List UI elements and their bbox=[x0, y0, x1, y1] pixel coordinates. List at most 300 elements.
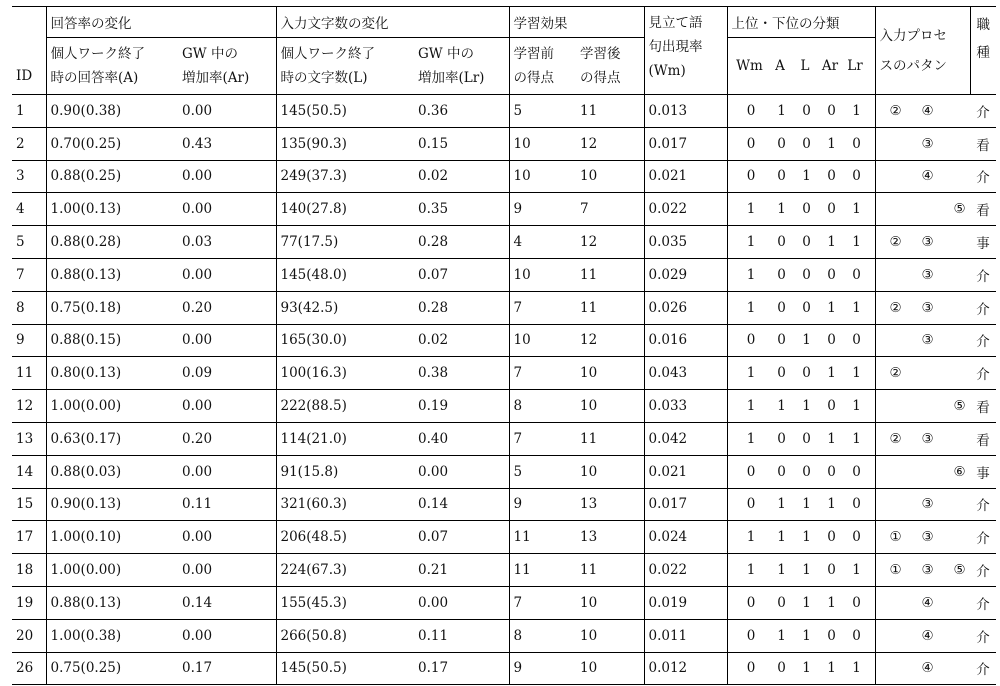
process-pattern-slot-1: ① bbox=[889, 562, 902, 579]
cell-job-type: 看 bbox=[970, 193, 996, 226]
cell-answer-rate: 1.00(0.38) bbox=[46, 619, 178, 652]
cell-pre-score: 7 bbox=[509, 586, 576, 619]
cell-answer-rate: 0.63(0.17) bbox=[46, 422, 178, 455]
header-post-line2: の得点 bbox=[580, 70, 621, 86]
rank-flag-wm: 0 bbox=[746, 594, 756, 611]
rank-flag-l: 0 bbox=[802, 299, 811, 316]
rank-flag-l: 1 bbox=[802, 496, 811, 513]
cell-process-pattern bbox=[875, 652, 970, 685]
rank-flag-l: 0 bbox=[802, 365, 811, 382]
cell-char-count: 91(15.8) bbox=[276, 455, 414, 488]
cell-answer-increase: 0.00 bbox=[178, 619, 276, 652]
cell-answer-rate: 0.75(0.18) bbox=[46, 291, 178, 324]
cell-answer-rate: 0.75(0.25) bbox=[46, 652, 178, 685]
cell-answer-rate: 1.00(0.00) bbox=[46, 390, 178, 423]
cell-char-increase: 0.28 bbox=[414, 226, 509, 259]
process-pattern-slot-2: ④ bbox=[921, 168, 934, 185]
table-row bbox=[12, 95, 996, 128]
cell-wm: 0.017 bbox=[644, 488, 727, 521]
cell-char-count: 165(30.0) bbox=[276, 324, 414, 357]
cell-rank-flags bbox=[727, 455, 875, 488]
cell-id: 15 bbox=[12, 488, 46, 521]
rank-flag-a: 1 bbox=[777, 102, 786, 119]
rank-flag-a: 1 bbox=[777, 201, 786, 218]
process-pattern-slot-2: ③ bbox=[921, 529, 934, 546]
rank-flag-a: 0 bbox=[777, 135, 786, 152]
cell-wm: 0.021 bbox=[644, 455, 727, 488]
rank-flag-a: 0 bbox=[777, 332, 786, 349]
rank-flag-a: 1 bbox=[777, 627, 786, 644]
cell-wm: 0.029 bbox=[644, 258, 727, 291]
header-learning-group: 学習効果 bbox=[509, 7, 644, 38]
cell-pre-score: 5 bbox=[509, 455, 576, 488]
header-wm-line3: (Wm) bbox=[648, 63, 686, 79]
cell-id: 19 bbox=[12, 586, 46, 619]
rank-flag-l: 1 bbox=[802, 594, 811, 611]
cell-post-score: 12 bbox=[576, 324, 644, 357]
header-a-line2: 時の回答率(A) bbox=[50, 70, 139, 86]
cell-rank-flags bbox=[727, 521, 875, 554]
rank-flag-a: 0 bbox=[777, 365, 786, 382]
cell-rank-flags bbox=[727, 226, 875, 259]
table-row bbox=[12, 554, 996, 587]
rank-flag-wm: 1 bbox=[746, 365, 756, 382]
header-job-line2: 種 bbox=[976, 45, 990, 61]
rank-flag-lr: 1 bbox=[852, 234, 861, 251]
cell-char-count: 135(90.3) bbox=[276, 127, 414, 160]
cell-answer-rate: 0.88(0.03) bbox=[46, 455, 178, 488]
process-pattern-slot-2: ③ bbox=[921, 266, 934, 283]
rank-flag-ar: 0 bbox=[827, 201, 836, 218]
header-ar-line1: GW 中の bbox=[182, 46, 238, 62]
cell-wm: 0.042 bbox=[644, 422, 727, 455]
cell-char-increase: 0.15 bbox=[414, 127, 509, 160]
cell-post-score: 12 bbox=[576, 127, 644, 160]
cell-post-score: 11 bbox=[576, 258, 644, 291]
rank-flag-wm: 0 bbox=[746, 660, 756, 677]
cell-post-score: 11 bbox=[576, 95, 644, 128]
cell-pre-score: 7 bbox=[509, 357, 576, 390]
cell-rank-flags bbox=[727, 127, 875, 160]
cell-char-increase: 0.17 bbox=[414, 652, 509, 685]
table-row bbox=[12, 324, 996, 357]
cell-process-pattern bbox=[875, 455, 970, 488]
rank-flag-l: 1 bbox=[802, 562, 811, 579]
process-pattern-slot-2: ③ bbox=[921, 496, 934, 513]
cell-job-type: 看 bbox=[970, 422, 996, 455]
cell-answer-rate: 0.80(0.13) bbox=[46, 357, 178, 390]
process-pattern-slot-2: ④ bbox=[921, 660, 934, 677]
rank-flag-wm: 0 bbox=[746, 627, 756, 644]
table-row bbox=[12, 390, 996, 423]
header-pre-line2: の得点 bbox=[513, 70, 554, 86]
header-lr-line2: 増加率(Lr) bbox=[418, 70, 485, 86]
header-wm-line1: 見立て語 bbox=[648, 15, 703, 31]
cell-wm: 0.043 bbox=[644, 357, 727, 390]
cell-job-type: 介 bbox=[970, 95, 996, 128]
cell-answer-rate: 0.90(0.13) bbox=[46, 488, 178, 521]
cell-answer-rate: 0.88(0.25) bbox=[46, 160, 178, 193]
cell-char-increase: 0.07 bbox=[414, 258, 509, 291]
rank-flag-l: 0 bbox=[802, 135, 811, 152]
cell-char-increase: 0.02 bbox=[414, 160, 509, 193]
cell-job-type: 看 bbox=[970, 127, 996, 160]
rank-flag-lr: 1 bbox=[852, 299, 861, 316]
rank-flag-ar: 0 bbox=[827, 102, 836, 119]
cell-job-type: 介 bbox=[970, 619, 996, 652]
cell-pre-score: 4 bbox=[509, 226, 576, 259]
rank-flag-wm: 1 bbox=[746, 266, 756, 283]
rank-flag-ar: 0 bbox=[827, 398, 836, 415]
rank-flag-a: 0 bbox=[777, 266, 786, 283]
cell-id: 18 bbox=[12, 554, 46, 587]
cell-id: 9 bbox=[12, 324, 46, 357]
rank-flag-wm: 1 bbox=[746, 234, 756, 251]
table-row bbox=[12, 422, 996, 455]
rank-flag-ar: 0 bbox=[827, 266, 836, 283]
cell-job-type: 介 bbox=[970, 258, 996, 291]
rank-flag-l: 0 bbox=[802, 102, 811, 119]
rank-flag-lr: 0 bbox=[852, 496, 861, 513]
cell-wm: 0.019 bbox=[644, 586, 727, 619]
cell-char-increase: 0.21 bbox=[414, 554, 509, 587]
rank-flag-a: 0 bbox=[777, 594, 786, 611]
rank-flag-ar: 0 bbox=[827, 168, 836, 185]
rank-flag-a: 1 bbox=[777, 496, 786, 513]
cell-char-count: 155(45.3) bbox=[276, 586, 414, 619]
header-lr-line1: GW 中の bbox=[418, 46, 474, 62]
cell-char-increase: 0.35 bbox=[414, 193, 509, 226]
cell-char-count: 100(16.3) bbox=[276, 357, 414, 390]
rank-flag-wm: 1 bbox=[746, 529, 756, 546]
cell-rank-flags bbox=[727, 324, 875, 357]
cell-post-score: 7 bbox=[576, 193, 644, 226]
process-pattern-slot-3: ⑤ bbox=[953, 201, 966, 218]
cell-char-count: 206(48.5) bbox=[276, 521, 414, 554]
cell-char-count: 77(17.5) bbox=[276, 226, 414, 259]
rank-flag-lr: 0 bbox=[852, 168, 861, 185]
cell-process-pattern bbox=[875, 554, 970, 587]
cell-char-increase: 0.00 bbox=[414, 455, 509, 488]
cell-char-count: 114(21.0) bbox=[276, 422, 414, 455]
cell-pre-score: 10 bbox=[509, 127, 576, 160]
rank-flag-a: 0 bbox=[777, 463, 786, 480]
cell-job-type: 介 bbox=[970, 291, 996, 324]
cell-process-pattern bbox=[875, 160, 970, 193]
header-a bbox=[46, 38, 178, 95]
rank-flag-wm: 1 bbox=[746, 562, 756, 579]
table-row bbox=[12, 258, 996, 291]
cell-char-count: 222(88.5) bbox=[276, 390, 414, 423]
cell-process-pattern bbox=[875, 521, 970, 554]
table-row bbox=[12, 652, 996, 685]
cell-post-score: 10 bbox=[576, 455, 644, 488]
rank-flag-a: 0 bbox=[777, 299, 786, 316]
process-pattern-slot-1: ② bbox=[889, 102, 902, 119]
cell-process-pattern bbox=[875, 324, 970, 357]
rank-flag-wm: 1 bbox=[746, 299, 756, 316]
cell-post-score: 11 bbox=[576, 554, 644, 587]
process-pattern-slot-2: ④ bbox=[921, 627, 934, 644]
cell-wm: 0.017 bbox=[644, 127, 727, 160]
cell-id: 8 bbox=[12, 291, 46, 324]
cell-rank-flags bbox=[727, 652, 875, 685]
cell-answer-rate: 0.88(0.15) bbox=[46, 324, 178, 357]
cell-job-type: 介 bbox=[970, 521, 996, 554]
cell-answer-increase: 0.00 bbox=[178, 258, 276, 291]
cell-post-score: 10 bbox=[576, 357, 644, 390]
rank-flag-ar: 1 bbox=[827, 594, 836, 611]
cell-post-score: 10 bbox=[576, 586, 644, 619]
cell-answer-rate: 1.00(0.10) bbox=[46, 521, 178, 554]
cell-rank-flags bbox=[727, 586, 875, 619]
cell-rank-flags bbox=[727, 422, 875, 455]
cell-process-pattern bbox=[875, 619, 970, 652]
cell-job-type: 介 bbox=[970, 586, 996, 619]
rank-flag-lr: 0 bbox=[852, 627, 861, 644]
cell-rank-flags bbox=[727, 488, 875, 521]
rank-flag-wm: 1 bbox=[746, 201, 756, 218]
cell-rank-flags bbox=[727, 258, 875, 291]
rank-flag-lr: 1 bbox=[852, 660, 861, 677]
cell-char-count: 145(50.5) bbox=[276, 95, 414, 128]
cell-answer-increase: 0.14 bbox=[178, 586, 276, 619]
cell-char-increase: 0.28 bbox=[414, 291, 509, 324]
rank-flag-wm: 0 bbox=[746, 102, 756, 119]
cell-answer-increase: 0.00 bbox=[178, 554, 276, 587]
cell-id: 12 bbox=[12, 390, 46, 423]
rank-flag-lr: 0 bbox=[852, 529, 861, 546]
process-pattern-slot-1: ② bbox=[889, 299, 902, 316]
cell-id: 4 bbox=[12, 193, 46, 226]
rank-flag-wm: 1 bbox=[746, 398, 756, 415]
table-row bbox=[12, 193, 996, 226]
cell-id: 2 bbox=[12, 127, 46, 160]
rank-flag-wm: 0 bbox=[746, 496, 756, 513]
header-flag-lr: Lr bbox=[847, 58, 863, 74]
cell-id: 7 bbox=[12, 258, 46, 291]
cell-rank-flags bbox=[727, 357, 875, 390]
cell-id: 17 bbox=[12, 521, 46, 554]
process-pattern-slot-3: ⑤ bbox=[953, 398, 966, 415]
cell-job-type: 看 bbox=[970, 390, 996, 423]
cell-post-score: 10 bbox=[576, 619, 644, 652]
header-flag-ar: Ar bbox=[821, 58, 839, 74]
cell-pre-score: 8 bbox=[509, 390, 576, 423]
rank-flag-a: 0 bbox=[777, 234, 786, 251]
cell-pre-score: 10 bbox=[509, 160, 576, 193]
cell-char-increase: 0.36 bbox=[414, 95, 509, 128]
header-a-line1: 個人ワーク終了 bbox=[50, 46, 145, 62]
rank-flag-ar: 1 bbox=[827, 430, 836, 447]
rank-flag-ar: 1 bbox=[827, 365, 836, 382]
rank-flag-lr: 1 bbox=[852, 430, 861, 447]
rank-flag-l: 0 bbox=[802, 463, 811, 480]
table-row bbox=[12, 488, 996, 521]
process-pattern-slot-1: ② bbox=[889, 365, 902, 382]
cell-wm: 0.012 bbox=[644, 652, 727, 685]
rank-flag-lr: 0 bbox=[852, 594, 861, 611]
process-pattern-slot-2: ④ bbox=[921, 594, 934, 611]
cell-process-pattern bbox=[875, 422, 970, 455]
header-pre-line1: 学習前 bbox=[513, 46, 554, 62]
cell-wm: 0.021 bbox=[644, 160, 727, 193]
rank-flag-ar: 1 bbox=[827, 496, 836, 513]
rank-flag-l: 0 bbox=[802, 201, 811, 218]
cell-char-count: 145(48.0) bbox=[276, 258, 414, 291]
header-id: ID bbox=[12, 7, 46, 95]
cell-char-increase: 0.11 bbox=[414, 619, 509, 652]
cell-char-count: 266(50.8) bbox=[276, 619, 414, 652]
cell-id: 14 bbox=[12, 455, 46, 488]
cell-answer-rate: 1.00(0.00) bbox=[46, 554, 178, 587]
rank-flag-lr: 1 bbox=[852, 365, 861, 382]
cell-id: 20 bbox=[12, 619, 46, 652]
cell-rank-flags bbox=[727, 390, 875, 423]
cell-answer-increase: 0.00 bbox=[178, 324, 276, 357]
cell-answer-increase: 0.20 bbox=[178, 291, 276, 324]
header-char-count-group: 入力文字数の変化 bbox=[276, 7, 509, 38]
cell-id: 1 bbox=[12, 95, 46, 128]
rank-flag-lr: 1 bbox=[852, 201, 861, 218]
rank-flag-lr: 0 bbox=[852, 135, 861, 152]
cell-wm: 0.022 bbox=[644, 554, 727, 587]
cell-char-count: 145(50.5) bbox=[276, 652, 414, 685]
cell-process-pattern bbox=[875, 390, 970, 423]
rank-flag-l: 0 bbox=[802, 430, 811, 447]
cell-pre-score: 11 bbox=[509, 554, 576, 587]
rank-flag-ar: 0 bbox=[827, 463, 836, 480]
cell-wm: 0.016 bbox=[644, 324, 727, 357]
cell-post-score: 10 bbox=[576, 390, 644, 423]
table-row bbox=[12, 586, 996, 619]
cell-answer-increase: 0.11 bbox=[178, 488, 276, 521]
process-pattern-slot-3: ⑤ bbox=[953, 562, 966, 579]
cell-char-increase: 0.00 bbox=[414, 586, 509, 619]
header-process-line1: 入力プロセ bbox=[879, 27, 947, 44]
cell-char-increase: 0.40 bbox=[414, 422, 509, 455]
process-pattern-slot-2: ③ bbox=[921, 430, 934, 447]
cell-char-count: 249(37.3) bbox=[276, 160, 414, 193]
cell-pre-score: 7 bbox=[509, 422, 576, 455]
cell-pre-score: 7 bbox=[509, 291, 576, 324]
rank-flag-ar: 1 bbox=[827, 299, 836, 316]
header-ar-line2: 増加率(Ar) bbox=[182, 70, 250, 86]
cell-job-type: 介 bbox=[970, 554, 996, 587]
header-lr bbox=[414, 38, 509, 95]
rank-flag-wm: 0 bbox=[746, 135, 756, 152]
rank-flag-a: 1 bbox=[777, 529, 786, 546]
header-flag-a: A bbox=[775, 58, 785, 74]
rank-flag-l: 1 bbox=[802, 660, 811, 677]
cell-job-type: 介 bbox=[970, 160, 996, 193]
table-row bbox=[12, 127, 996, 160]
rank-flag-ar: 0 bbox=[827, 529, 836, 546]
header-job-line1: 職 bbox=[976, 17, 990, 33]
cell-answer-increase: 0.00 bbox=[178, 521, 276, 554]
table-row bbox=[12, 160, 996, 193]
cell-job-type: 事 bbox=[970, 455, 996, 488]
rank-flag-ar: 1 bbox=[827, 135, 836, 152]
process-pattern-slot-2: ③ bbox=[921, 299, 934, 316]
rank-flag-l: 1 bbox=[802, 398, 811, 415]
cell-post-score: 10 bbox=[576, 652, 644, 685]
header-pre bbox=[509, 38, 576, 95]
cell-pre-score: 10 bbox=[509, 258, 576, 291]
process-pattern-slot-2: ③ bbox=[921, 562, 934, 579]
cell-answer-rate: 0.88(0.13) bbox=[46, 586, 178, 619]
cell-answer-rate: 0.88(0.28) bbox=[46, 226, 178, 259]
cell-answer-rate: 0.88(0.13) bbox=[46, 258, 178, 291]
table-body bbox=[12, 95, 996, 685]
rank-flag-ar: 0 bbox=[827, 627, 836, 644]
process-pattern-slot-2: ③ bbox=[921, 332, 934, 349]
process-pattern-slot-2: ③ bbox=[921, 135, 934, 152]
header-flag-cols bbox=[727, 38, 875, 95]
cell-job-type: 事 bbox=[970, 226, 996, 259]
header-wm-line2: 句出現率 bbox=[648, 39, 703, 55]
table-row bbox=[12, 521, 996, 554]
cell-process-pattern bbox=[875, 95, 970, 128]
cell-rank-flags bbox=[727, 95, 875, 128]
cell-answer-increase: 0.00 bbox=[178, 390, 276, 423]
rank-flag-ar: 1 bbox=[827, 660, 836, 677]
table-row bbox=[12, 455, 996, 488]
cell-process-pattern bbox=[875, 127, 970, 160]
rank-flag-lr: 0 bbox=[852, 266, 861, 283]
cell-pre-score: 8 bbox=[509, 619, 576, 652]
cell-rank-flags bbox=[727, 291, 875, 324]
cell-wm: 0.033 bbox=[644, 390, 727, 423]
rank-flag-ar: 0 bbox=[827, 562, 836, 579]
cell-wm: 0.026 bbox=[644, 291, 727, 324]
cell-answer-increase: 0.00 bbox=[178, 193, 276, 226]
process-pattern-slot-2: ③ bbox=[921, 234, 934, 251]
header-answer-rate-group: 回答率の変化 bbox=[46, 7, 276, 38]
rank-flag-a: 1 bbox=[777, 398, 786, 415]
rank-flag-a: 0 bbox=[777, 430, 786, 447]
cell-job-type: 介 bbox=[970, 488, 996, 521]
header-rank-group: 上位・下位の分類 bbox=[727, 7, 875, 38]
cell-wm: 0.022 bbox=[644, 193, 727, 226]
header-job bbox=[970, 7, 996, 95]
header-process bbox=[875, 7, 970, 95]
process-pattern-slot-1: ① bbox=[889, 529, 902, 546]
header-row-1 bbox=[12, 7, 996, 38]
rank-flag-wm: 0 bbox=[746, 463, 756, 480]
cell-char-increase: 0.19 bbox=[414, 390, 509, 423]
cell-post-score: 13 bbox=[576, 488, 644, 521]
cell-char-count: 224(67.3) bbox=[276, 554, 414, 587]
cell-answer-increase: 0.00 bbox=[178, 95, 276, 128]
header-wm bbox=[644, 7, 727, 95]
rank-flag-l: 0 bbox=[802, 234, 811, 251]
header-flag-l: L bbox=[800, 58, 810, 74]
cell-pre-score: 9 bbox=[509, 488, 576, 521]
process-pattern-slot-1: ② bbox=[889, 234, 902, 251]
cell-wm: 0.035 bbox=[644, 226, 727, 259]
rank-flag-l: 1 bbox=[802, 627, 811, 644]
results-table-container bbox=[12, 6, 996, 685]
header-l-line1: 個人ワーク終了 bbox=[280, 46, 375, 62]
cell-pre-score: 10 bbox=[509, 324, 576, 357]
rank-flag-lr: 1 bbox=[852, 398, 861, 415]
cell-answer-rate: 1.00(0.13) bbox=[46, 193, 178, 226]
cell-rank-flags bbox=[727, 554, 875, 587]
rank-flag-lr: 0 bbox=[852, 463, 861, 480]
process-pattern-slot-1: ② bbox=[889, 430, 902, 447]
header-post bbox=[576, 38, 644, 95]
